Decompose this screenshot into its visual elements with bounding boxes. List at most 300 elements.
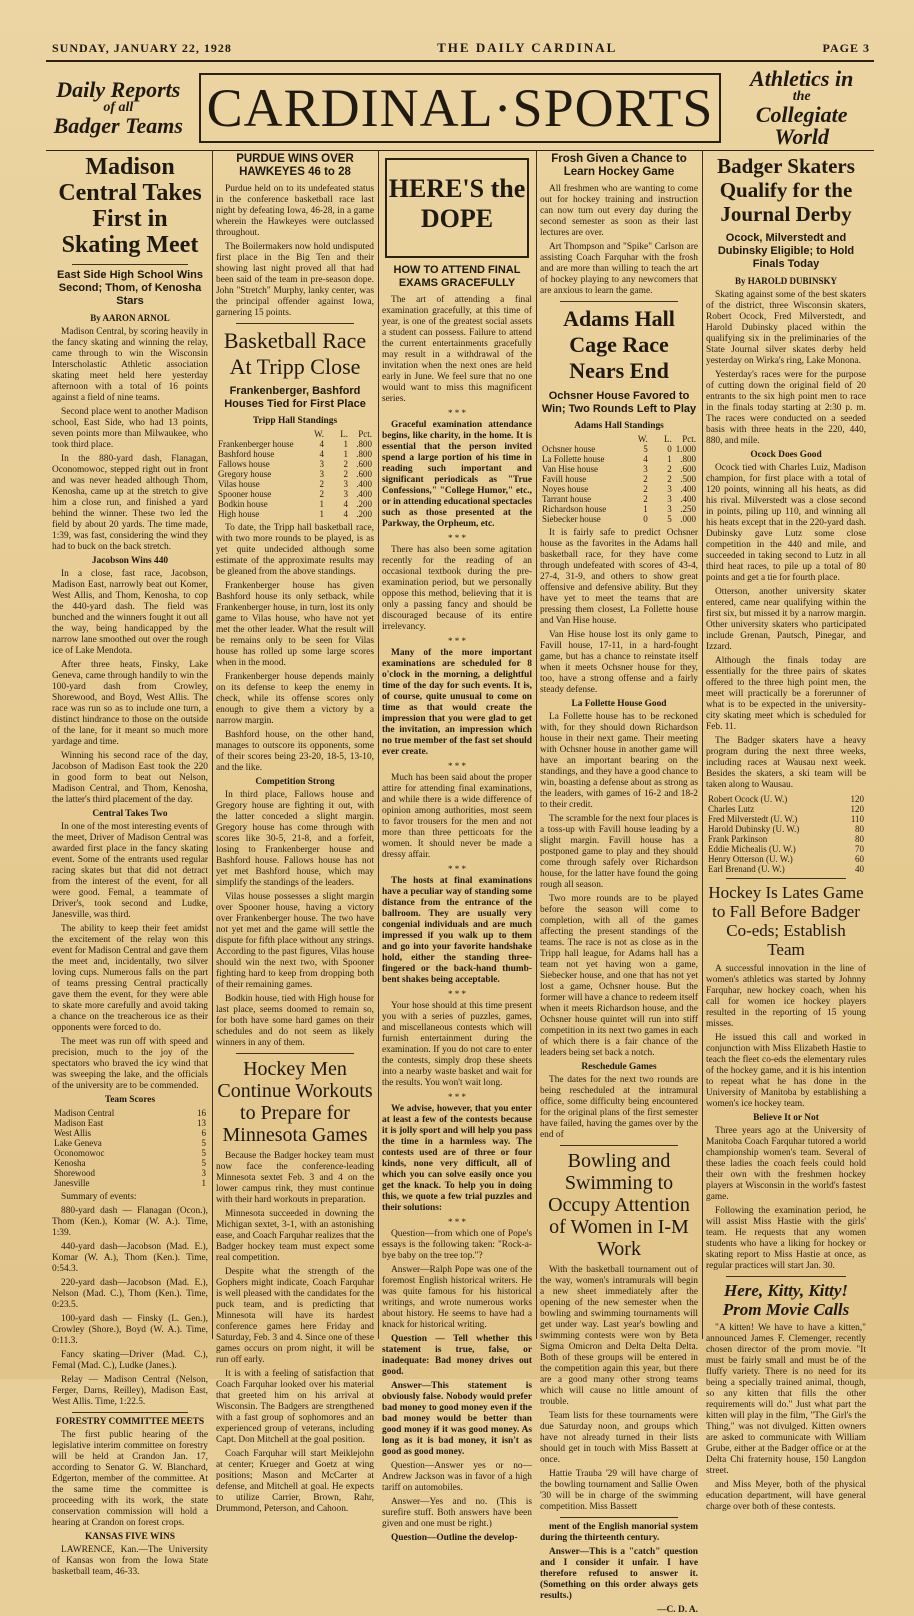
paragraph: Purdue held on to its undefeated status in the conference basketball race last night by defeating Iowa, 46-28, in a game wherein the Hawkeyes were outclassed throughout. [216,184,374,238]
table-cell: 2 [643,484,648,494]
kansas-body: LAWRENCE, Kan.—The University of Kansas won from the Iowa State basketball team, 46-33. [52,1545,208,1577]
table-cell: 3 [343,489,348,499]
table-cell: 16 [197,1108,206,1118]
paragraph: Otterson, another university skater entered, came near qualifying within the first six, but missed it by a narrow margin. Other university skaters who participated include Grenan, Pautsch, Pinegar, and Izzard. [706,587,866,652]
column-4 [540,150,698,1615]
table-cell: Fred Milverstedt (U. W.) [708,814,798,824]
story-body [216,523,374,774]
subhead: Jacobson Wins 440 [91,556,169,566]
column-rule [212,150,213,1339]
table-cell: .800 [356,449,372,459]
headline-adams-hall: Adams Hall Cage Race Nears End [563,306,675,383]
separator: * * * [448,636,466,646]
story-body [706,964,866,1110]
table-cell: 1 [667,454,672,464]
column-1 [52,150,208,1577]
column-5 [706,150,866,1512]
table-header-row [216,429,374,439]
story-body [540,712,698,1059]
rule [560,301,678,302]
paragraph: There has also been some agitation recently for the reading of an occasional textbook during the pre-examination period, but we personally oppose this method, believing that it is only a passing fancy and should be discouraged because of its entire irrelevancy. [382,545,532,632]
table-cell: Gregory house [218,469,272,479]
table-cell: Henry Otterson (U. W.) [708,854,793,864]
table-header-row [540,434,698,444]
story-body [540,1075,698,1141]
table-cell: 1 [643,504,648,514]
bold-paragraph: Many of the more important examinations are scheduled for 8 o'clock in the morning, a delightful time of the day for such events. It is, of course, quite unusual to come on time as that would create the impression that you were glad to get the invitation, an impression which no true member of the fast set should ever create. [382,648,532,757]
story-body [706,290,866,447]
table-cell: .600 [680,464,696,474]
table-cell: Lake Geneva [54,1138,102,1148]
header-cell: L. [664,434,672,444]
paragraph: In third place, Fallows house and Gregory house are fighting it out, with the latter conceded a slight margin. Gregory house has come through with scores like 30-5, 21-8, and a forfeit, losing to Frankenberger house and Bashford house. Fallows house has not yet met Bashford house, which may simplify the standings of the leaders. [216,790,374,888]
paragraph: In a close, fast race, Jacobson, Madison East, narrowly beat out Komer, West Allis, and Thom, Kenosha, to cop the 440-yard dash. The field was bunched and the winners fought it out all the way, being handicapped by the narrow lane smoothed out over the rough ice of Lake Mendota. [52,569,208,656]
table-cell: 1 [343,439,348,449]
table-row [216,479,374,489]
paragraph: Coach Farquhar will start Meiklejohn at center; Krueger and Goetz at wing positions; Mason and McCarter at defense, and Mitchell at goal. He expects to utilize Carrier, Brown, Rahr, Drummond, Peterson, and Cahoon. [216,1449,374,1514]
paragraph: Despite what the strength of the Gophers might indicate, Coach Farquhar is well pleased with the candidates for the puck team, and is predicting that Minnesota will have its hardest conference games here Friday and Saturday, Feb. 3 and 4. Since one of these games occurs on prom night, it will be run off early. [216,1267,374,1365]
table-row [540,494,698,504]
table-cell: .800 [680,454,696,464]
rule [560,1145,678,1146]
paragraph: Hattie Trauba '29 will have charge of the bowling tournament and Sallie Owen '30 will be in charge of the swimming competition. Miss Bassett [540,1469,698,1512]
headline-frosh-hockey: Frosh Given a Chance to Learn Hockey Game [551,153,687,178]
bold-paragraph: Answer—This statement is obviously false. Nobody would prefer bad money to good money even if the bad money would be better than good money if it was good money. As long as it is bad money, it isn't as good as good money. [382,1381,532,1457]
table-cell: Richardson house [542,504,607,514]
table-cell: 3 [201,1168,206,1178]
paragraph: Answer—Yes and no. (This is surefire stuff. Both answers have been given and one must be right.) [382,1497,532,1529]
header-cell [540,434,626,444]
headline-bowling-swimming: Bowling and Swimming to Occupy Attention of Women in I-M Work [548,1150,690,1260]
table-cell: Fallows house [218,459,270,469]
table-cell: 3 [319,469,324,479]
event-summary [52,1192,208,1408]
story-body [52,822,208,1092]
byline: By AARON ARNOL [90,313,170,323]
table-cell: Vilas house [218,479,260,489]
table-cell: Noyes house [542,484,589,494]
story-body [52,569,208,806]
paragraph: In the 880-yard dash, Flanagan, Oconomowoc, stepped right out in front and was never headed although Thom, Kenosha, came up at the stretch to give him a close run, and finished a yard behind the winner. These two led the field by about 20 yards. The time made, 1:39, was fast, considering the wind they had to buck on the back stretch. [52,454,208,552]
deck-badger-skaters: Ocock, Milverstedt and Dubinsky Eligible; to Hold Finals Today [717,232,855,270]
masthead-left-line2: of all [103,100,134,115]
table-cell: Frank Parkinson [708,834,768,844]
table-cell: 6 [201,1128,206,1138]
paragraph: The Badger skaters have a heavy program during the next three weeks, including races at Wausau next week. Besides the skaters, a ski team will be taken along to Wausau. [706,736,866,790]
rule [72,1412,188,1413]
paragraph: Question—from which one of Pope's essays is the following taken: "Rock-a-bye baby on the tree top."? [382,1229,532,1261]
table-row [52,1118,208,1128]
dope-signature: —C. D. A. [657,1605,698,1615]
paragraph: 100-yard dash — Finsky (L. Gen.), Crowley (Shore.), Boyd (W. A.). Time, 0:11.3. [52,1314,208,1346]
paragraph: A successful innovation in the line of women's athletics was started by Johnny Farquhar, new hockey coach, when his call for women ice hockey players resulted in the reporting of 15 young misses. [706,964,866,1029]
paragraph: It is with a feeling of satisfaction that Coach Farquhar looked over his material that greeted him on his arrival at Wisconsin. The Badgers are strengthened with a fast group of sophomores and an experienced group of veterans, including Capt. Don Mitchell at the goal position. [216,1369,374,1445]
table-row [216,449,374,459]
separator: * * * [448,1217,466,1227]
table-cell: 80 [855,834,864,844]
paragraph: Question—Answer yes or no—Andrew Jackson was in favor of a high tariff on automobiles. [382,1461,532,1493]
subhead: Reschedule Games [581,1062,657,1072]
masthead-left-line1: Daily Reports [56,77,181,102]
rule [726,1276,846,1277]
paragraph: Madison Central, by scoring heavily in the fancy skating and winning the relay, came through to win the Wisconsin Interscholastic Athletic association skating meet held here yesterday afternoon with a total of 16 points against a field of nine teams. [52,327,208,403]
column-3 [382,150,532,1543]
paragraph: and Miss Meyer, both of the physical education department, will have general charge over both of these contests. [706,1480,866,1512]
table-row [52,1108,208,1118]
paragraph: He issued this call and worked in conjunction with Miss Elizabeth Hastie to teach the fleet co-eds the elementary rules of the hockey game, and it is his intention to repeat what he has done in the University of Manitoba by establishing a women's ice hockey team. [706,1033,866,1109]
header-cell: W. [637,434,648,444]
paragraph: Answer—Ralph Pope was one of the foremost English historical writers. He was quite famous for his historical writings, and wrote numerous works about history. He seems to have had a knack for historical writing. [382,1265,532,1330]
paragraph: The ability to keep their feet amidst the excitement of the relay won this event for Madison Central and gave them the meet and, incidentally, two silver loving cups. Numerous falls on the part of teams pressing Central practically gave them the event, for they were able to skate more carefully and avoid taking a chance on the treacherous ice as their opponents were forced to do. [52,924,208,1033]
table-cell: 3 [643,464,648,474]
table-cell: .400 [680,484,696,494]
table-cell: Kenosha [54,1158,86,1168]
table-cell: 1 [319,499,324,509]
table-row [216,439,374,449]
table-row [216,459,374,469]
paragraph: Yesterday's races were for the purpose of cutting down the original field of 20 entrants to the six high point men to race in the finals today starting at 2:30 p. m. The races were conducted on a seeded basis with three heats in the 220, 440, 880, and mile. [706,370,866,446]
rule [236,1053,354,1054]
table-row [52,1128,208,1138]
table-row [706,814,866,824]
header-cell: Pct. [682,434,696,444]
table-cell: 4 [319,439,324,449]
headline-kitty: Here, Kitty, Kitty! Prom Movie Calls [722,1281,850,1319]
page-number: PAGE 3 [822,40,870,55]
paragraph: Your hose should at this time present you with a series of puzzles, games, and miscellaneous contests which will furnish entertainment during the examination. If you do not care to enter the contests, simply drop these sheets into a nearby waste basket and wait for the results. You won't wait long. [382,1001,532,1088]
table-cell: 120 [850,794,864,804]
paragraph: In one of the most interesting events of the meet, Driver of Madison Central was awarded first place in the fancy skating event. Some of the entrants used regular racing skates but that did not detract from the interest of the event, for all were good. Femal, a teammate of Driver's, took second and Ludke, Janesville, was third. [52,822,208,920]
table-cell: 4 [319,449,324,459]
headline-madison-central: Madison Central Takes First in Skating Meet [58,154,202,258]
story-body [706,463,866,791]
table-cell: 3 [667,504,672,514]
rule [236,323,354,324]
story-body [540,528,698,696]
table-cell: .400 [356,479,372,489]
subhead: La Follette House Good [571,699,667,709]
table-row [52,1178,208,1188]
rule [72,264,188,265]
story-body [540,1265,698,1513]
paragraph: Second place went to another Madison school, East Side, who had 13 points, seven points more than Milwaukee, who took third place. [52,407,208,450]
table-cell: 2 [667,474,672,484]
table-cell: .500 [680,474,696,484]
forestry-headline: FORESTRY COMMITTEE MEETS [55,1417,205,1427]
table-cell: 4 [643,454,648,464]
paragraph: Bashford house, on the other hand, manages to outscore its opponents, some of their scores being 23-20, 18-5, 13-10, and the like. [216,730,374,773]
header-cell [216,429,302,439]
table-row [216,499,374,509]
story-body [706,1323,866,1513]
table-cell: 5 [667,514,672,524]
table-cell: 40 [855,864,864,874]
story-body [382,1001,532,1089]
bold-paragraph: We advise, however, that you enter at least a few of the contests because it is jolly sport and will help you pass the time in a harmless way. The contests used are of three or four kinds, none very difficult, all of which you can solve easily once you get the knack. To help you in doing this, we quote a few trial puzzles and their solutions: [382,1104,532,1213]
separator: * * * [448,989,466,999]
subhead: Competition Strong [255,777,335,787]
table-cell: .400 [680,494,696,504]
adams-standings-table [540,434,698,524]
paragraph: Three years ago at the University of Manitoba Coach Farquhar tutored a world championship women's team. Several of these ladies the coach feels could hold their own with the freshmen hockey players at Wisconsin in the world's fastest game. [706,1126,866,1202]
story-body [706,1126,866,1272]
table-cell: Madison East [54,1118,104,1128]
paragraph: Relay — Madison Central (Nelson, Ferger, Darns, Reilley), Madison East, West Allis. Time, 1:22.5. [52,1375,208,1407]
table-cell: 4 [343,509,348,519]
masthead-title: CARDINAL·SPORTS [199,73,722,143]
table-row [540,464,698,474]
heres-the-dope-logo [385,158,529,258]
table-cell: 2 [643,494,648,504]
table-cell: Van Hise house [542,464,598,474]
table-cell: 5 [201,1158,206,1168]
paragraph: Winning his second race of the day, Jacobson of Madison East took the 220 in good form to beat out Nelson, Madison Central, and Thom, Kenosha, the latter's third placement of the day. [52,751,208,805]
table-cell: Madison Central [54,1108,115,1118]
paragraph: After three heats, Finsky, Lake Geneva, came through handily to win the 100-yard dash from Crowley, Shorewood, and Boyd, West Allis. The race was run so as to include one turn, a distinct hindrance to those on the outside of the lane, for it meant so much more yardage and time. [52,660,208,747]
table-row [540,504,698,514]
paragraph: To date, the Tripp hall basketball race, with two more rounds to be played, is as yet quite undecided although some estimate of the approximate results may be gleaned from the above standings. [216,523,374,577]
bold-paragraph: Question—Outline the develop- [391,1533,518,1543]
table-cell: Oconomowoc [54,1148,105,1158]
table-row [52,1138,208,1148]
table-cell: 13 [197,1118,206,1128]
separator: * * * [448,864,466,874]
folio-rule [46,60,874,62]
paragraph: Although the finals today are essentially for the three pairs of skates offered to the three high point men, the meet will practically be a forerunner of what is to be expected in the university-city skating meet which is scheduled for Feb. 11. [706,656,866,732]
table-cell: Earl Brenand (U. W.) [708,864,785,874]
table-row [706,844,866,854]
header-cell: W. [314,429,324,439]
table-cell: Eddie Michealis (U. W.) [708,844,796,854]
paragraph: "A kitten! We have to have a kitten," announced James F. Clemenger, recently chosen director of the prom movie. "It must be fairly small and must be of the fluffy variety. There is no need for its being a specially trained animal, though, so any kitten that fills the other requirements will do." Just what part the kitten will play in the film, "The Girl's the Thing," was not divulged. Kitten owners are asked to communicate with William Grube, either at the Badger office or at the Delta Chi fraternity house, 150 Langdon street. [706,1323,866,1476]
paragraph: Team lists for these tournaments were due Saturday noon, and groups which have not already turned in their lists should get in touch with Miss Bassett at once. [540,1411,698,1465]
table-cell: High house [218,509,260,519]
table-cell: Shorewood [54,1168,95,1178]
deck-madison-central: East Side High School Wins Second; Thom, of Kenosha Stars [57,269,203,307]
column-rule [536,150,537,1339]
paragraph: Art Thompson and "Spike" Carlson are assisting Coach Farquhar with the frosh and are more than willing to teach the art of hockey playing to any newcomers that are anxious to learn the game. [540,242,698,296]
dope-continued: Answer—This is a "catch" question and I consider it unfair. I have therefore refused to answer it. (Something on this order always gets results.) [540,1547,698,1601]
headline-purdue: PURDUE WINS OVER HAWKEYES 46 to 28 [236,153,354,178]
dope-logo-text: HERE'S the DOPE [388,174,526,233]
forestry-body: The first public hearing of the legislative interim committee on forestry will be held at Crandon Jan. 17, according to Senator G. W. Blanchard, Edgerton, member of the committee. At the same time the committee is proceeding with its work, the state conservation commission will hold a hearing at Crandon on forest crops. [52,1430,208,1528]
paragraph: The meet was run off with speed and precision, much to the joy of the spectators who braved the icy wind that was sweeping the lake, and the officials of the university are to be commended. [52,1037,208,1091]
table-cell: Favill house [542,474,587,484]
table-cell: Bashford house [218,449,275,459]
story-body [382,1461,532,1530]
page-folio [52,38,870,58]
table-cell: Ochsner house [542,444,596,454]
table-row [216,469,374,479]
masthead-right-box [729,68,874,148]
table-cell: 2 [643,474,648,484]
paragraph: Frankenberger house has given Bashford house its only setback, while Frankenberger house, in turn, lost its only game to Vilas house, who have not yet met the other leader. What the result will be remains only to be seen for Vilas house has rolled up some large scores when in the mood. [216,581,374,668]
headline-exams: HOW TO ATTEND FINAL EXAMS GRACEFULLY [393,264,521,289]
masthead-right-line2: the [792,89,811,104]
table-row [706,864,866,874]
table-cell: 60 [855,854,864,864]
table-cell: 110 [850,814,864,824]
table-row [540,484,698,494]
story-body [216,1151,374,1515]
headline-badger-skaters: Badger Skaters Qualify for the Journal Derby [717,154,855,226]
paragraph: 220-yard dash—Jacobson (Mad. E.), Nelson (Mad. C.), Thom (Ken.). Time, 0:23.5. [52,1278,208,1310]
paragraph: With the basketball tournament out of the way, women's intramurals will begin a new sheet immediately after the opening of the new semester when the bowling and swimming tournaments will get under way. Last year's bowling and swimming contests were won by Beta Sigma Omicron and Delta Delta Delta. Both of these groups will be entered in the competition again this year, but there are a good many other strong teams which will cause no little amount of trouble. [540,1265,698,1407]
table-row [706,804,866,814]
table-cell: 5 [201,1138,206,1148]
column-rule [702,150,703,1339]
paragraph: Following the examination period, he will assist Miss Hastie with the girls' team. He requests that any women students who have a liking for hockey or skating report to Miss Hastie at once, as regular practices will start Jan. 30. [706,1206,866,1271]
table-row [216,509,374,519]
table-cell: .000 [680,514,696,524]
skater-points-table [706,794,866,874]
table-row [706,834,866,844]
table-cell: 1 [319,509,324,519]
table-row [706,794,866,804]
table-cell: .250 [680,504,696,514]
paragraph: Much has been said about the proper attire for attending final examinations, and while there is a wide difference of opinion among authorities, most seem to favor trousers for the men and not more than three petticoats for the women. It should never be made a dressy affair. [382,773,532,860]
story-body [382,773,532,861]
table-cell: 3 [667,494,672,504]
table-cell: .800 [356,439,372,449]
story-body [216,790,374,1049]
table-cell: Harold Dubinsky (U. W.) [708,824,800,834]
table-cell: 3 [343,479,348,489]
issue-date: SUNDAY, JANUARY 22, 1928 [52,40,232,55]
paragraph: Van Hise house lost its only game to Favill house, 17-11, in a hard-fought game, but has a chance to reinstate itself when it meets Ochsner house for they, too, have a strong offense and a fairly steady defense. [540,630,698,695]
deck-adams-hall: Ochsner House Favored to Win; Two Rounds Left to Play [541,390,697,415]
subhead: Central Takes Two [92,809,168,819]
column-rule [378,150,379,1339]
separator: * * * [448,533,466,543]
story-body [216,184,374,319]
paragraph: Frankenberger house depends mainly on its defense to keep the enemy in check, while its offense scores only enough to give them a victory by a narrow margin. [216,672,374,726]
paragraph: Skating against some of the best skaters of the district, three Wisconsin skaters, Robert Ocock, Fred Milverstedt, and Harold Dubinsky placed within the qualifying six in the preliminaries of the State Journal silver skates derby held yesterday on Wirka's ring, Lake Monona. [706,290,866,366]
headline-tripp: Basketball Race At Tripp Close [223,328,367,379]
table-cell: 1 [201,1178,206,1188]
table-cell: .200 [356,509,372,519]
table-cell: 2 [667,464,672,474]
table-cell: Janesville [54,1178,90,1188]
paragraph: The Boilermakers now hold undisputed first place in the Big Ten and their showing last night proved all that had been said of the team in pre-season dope. John "Stretch" Murphy, lanky center, was the principal offender against Iowa, garnering 15 points. [216,242,374,318]
separator: * * * [448,761,466,771]
header-cell: L. [340,429,348,439]
table-cell: 120 [850,804,864,814]
table-cell: La Follette house [542,454,605,464]
table-cell: Siebecker house [542,514,601,524]
story-body [52,327,208,553]
paragraph: Fancy skating—Driver (Mad. C.), Femal (Mad. C.), Ludke (Janes.). [52,1350,208,1371]
table-cell: 5 [643,444,648,454]
table-cell: 3 [319,459,324,469]
masthead-left-box [46,79,191,137]
table-cell: 70 [855,844,864,854]
paragraph: 440-yard dash—Jacobson (Mad. E.), Komar (W. A.), Thom (Ken.). Time, 0:54.3. [52,1242,208,1274]
header-cell: Pct. [358,429,372,439]
table-cell: 0 [667,444,672,454]
table-cell: 1.000 [675,444,696,454]
table-row [540,454,698,464]
table-cell: 2 [319,479,324,489]
bold-paragraph: Graceful examination attendance begins, like charity, in the home. It is essential that the person invited spend a large portion of his time in reading such important and significant periodicals as "True Confessions," "College Humor," etc., or in attending educational spectacles such as those presented at the Parkway, the Orpheum, etc. [382,420,532,529]
table-row [706,824,866,834]
newspaper-name: THE DAILY CARDINAL [437,40,618,55]
section-masthead [46,66,874,150]
separator: * * * [448,408,466,418]
masthead-right-line1: Athletics in [750,66,854,91]
rule [560,1517,678,1518]
paragraph: Vilas house possesses a slight margin over Spooner house, having a victory over Frankenberger house. The two have not yet met and the game will settle the dispute for fifth place without any strings. According to the past figures, Vilas house should win the next two, with Spooner fighting hard to keep from dropping both of their remaining games. [216,892,374,990]
paragraph: The dates for the next two rounds are being rescheduled at the intramural office, some difficulty being encountered for the original plans of the first semester have failed, having the games over by the end of [540,1075,698,1140]
table-cell: Frankenberger house [218,439,294,449]
paragraph: All freshmen who are wanting to come out for hockey training and instruction can now turn out every day during the second semester as soon as their last lectures are over. [540,184,698,238]
table-cell: .200 [356,499,372,509]
headline-coed-hockey: Hockey Is Lates Game to Fall Before Badger Co-eds; Establish Team [708,883,864,959]
paragraph: Ocock tied with Charles Luiz, Madison champion, for first place with a total of 120 points, winning all his heats, as did his rival. Milverstedt was a close second in points, piling up 110, and winning all his heats except that in the 220-yard dash. Dubinsky gave Lutz some close competition in the 440 and mile, and succeeded in taking second to Lutz in all third heat races, to pile up a total of 80 points and get a tie for fourth place. [706,463,866,583]
table-cell: 4 [343,499,348,509]
table-cell: 2 [319,489,324,499]
separator: * * * [448,1092,466,1102]
subhead: Ocock Does Good [750,450,822,460]
table-cell: 3 [667,484,672,494]
bold-paragraph: Question — Tell whether this statement is true, false, or inadequate: Bad money drives out good. [382,1334,532,1377]
table-row [706,854,866,864]
paragraph: 880-yard dash — Flanagan (Ocon.), Thom (Ken.), Komar (W. A.). Time, 1:39. [52,1206,208,1238]
byline: By HAROLD DUBINSKY [734,276,837,286]
paragraph: La Follette house has to be reckoned with, for they should down Richardson house in their next game. Their meeting with Ochsner house in another game will have an important bearing on the standings, and they have a good chance to win, boasting a defense about as strong as the leaders, with games of 16-2 and 18-2 to their credit. [540,712,698,810]
table-row [52,1148,208,1158]
table-cell: 0 [643,514,648,524]
table-row [540,514,698,524]
subhead: Believe It or Not [753,1113,819,1123]
masthead-right-line3: Collegiate World [755,102,848,149]
table-cell: Tarrant house [542,494,592,504]
table-cell: .400 [356,489,372,499]
paragraph: Two more rounds are to be played before the season will come to completion, with all of the games affecting the present standings of the teams. The race is not as close as in the Tripp hall league, for Adams hall has a team not yet having won a game, Siebecker house, and one that has not yet lost a game, Ochsner house. But the former will have a chance to redeem itself when it meets Richardson house, and the Ochsner house quintet will run into stiff competition in its next two games in each of which there is a fair chance of the leaders being set back a notch. [540,894,698,1058]
headline-hockey-workouts: Hockey Men Continue Workouts to Prepare for Minnesota Games [217,1058,373,1146]
paragraph: The art of attending a final examination gracefully, at this time of year, is one of the greatest social assets a student can possess. Failure to attend the current entertainments gracefully may result in a withdrawal of the invitation when the next ones are held early in June. We feel sure that no one would want to miss this magnificent series. [382,295,532,404]
tripp-standings-table [216,429,374,519]
paragraph: It is fairly safe to predict Ochsner house as the favorites in the Adams hall basketball race, for they have come through undefeated with scores of 43-4, 27-4, 31-9, and others to show great offensive and defensive ability. But they have yet to meet the teams that are pressing them closest, La Follette house and Van Hise house. [540,528,698,626]
story-body [382,545,532,633]
table-row [540,444,698,454]
bold-paragraph: The hosts at final examinations have a peculiar way of standing some distance from the entrance of the ballroom. They are usually very congenial individuals and are much impressed if you walk up to them and go into your favorite handshake hold, either the standing three-fingered or the back-hand thumb-bent shakes being acceptable. [382,876,532,985]
table-cell: Spooner house [218,489,272,499]
table-row [52,1158,208,1168]
table-cell: Robert Ocock (U. W.) [708,794,788,804]
table-cell: 2 [343,459,348,469]
rule [726,878,846,879]
table-row [216,489,374,499]
table-cell: Bodkin house [218,499,268,509]
table-row [540,474,698,484]
paragraph: The scramble for the next four places is a toss-up with Favill house leading by a slight margin. Favill house has a postponed game to play and they should come through safely over Richardson house, for the latter have found the going rough all season. [540,814,698,890]
deck-tripp: Frankenberger, Bashford Houses Tied for First Place [224,385,366,410]
adams-table-title: Adams Hall Standings [574,421,664,431]
table-cell: .600 [356,459,372,469]
team-scores-table [52,1108,208,1188]
table-cell: Charles Lutz [708,804,755,814]
team-scores-title: Team Scores [104,1095,156,1105]
table-cell: 80 [855,824,864,834]
paragraph: Summary of events: [61,1192,137,1202]
paragraph: Minnesota succeeded in downing the Michigan sextet, 3-1, with an astonishing ease, and Coach Farquhar realizes that the Badger hockey team must expect some real competition. [216,1209,375,1263]
paragraph: Because the Badger hockey team must now face the conference-leading Minnesota sextet Feb. 3 and 4 on the lower campus rink, they must continue with their hard workouts in preparation. [216,1151,374,1205]
table-row [52,1168,208,1178]
story-body [382,1229,532,1331]
tripp-table-title: Tripp Hall Standings [252,416,338,426]
paragraph: Bodkin house, tied with High house for last place, seems doomed to remain so, for both have some hard games on their schedules and do not seem as likely winners in any of them. [216,994,374,1048]
